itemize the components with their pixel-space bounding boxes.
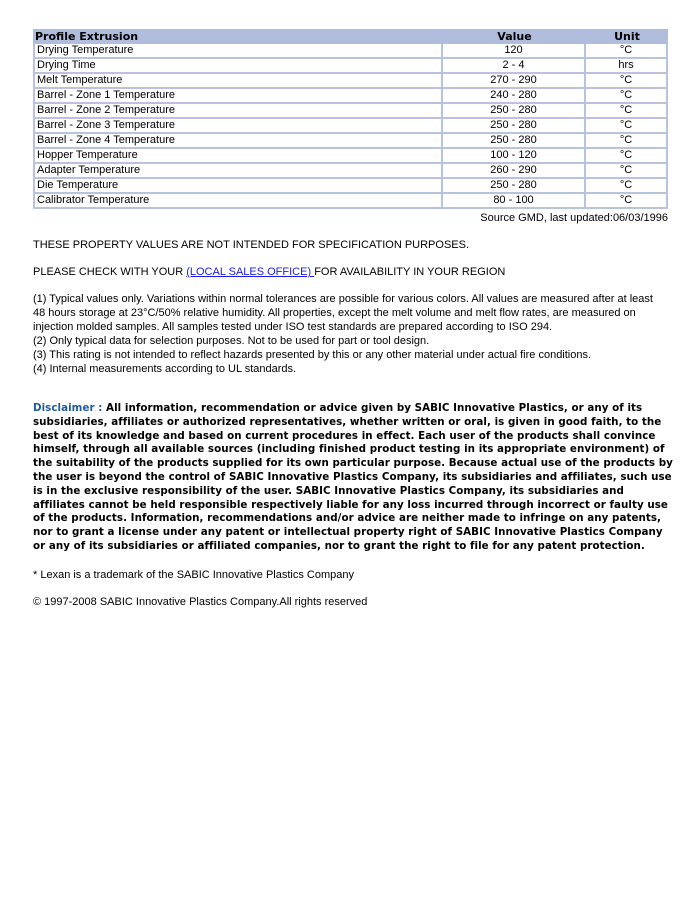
row-unit: °C bbox=[586, 194, 668, 209]
row-unit: °C bbox=[586, 179, 668, 194]
row-value: 250 - 280 bbox=[443, 179, 586, 194]
row-property: Drying Temperature bbox=[33, 44, 443, 59]
footnote-1: (1) Typical values only. Variations within normal tolerances are possible for various colors. All values are measured after at least 48 hours storage at 23°C/50% relative humidity. All properties, except the melt volume and melt flow rates, are measured on injection molded samples. All samples tested under ISO test standards are prepared according to ISO 294. bbox=[33, 293, 653, 333]
copyright-notice: © 1997-2008 SABIC Innovative Plastics Company.All rights reserved bbox=[33, 595, 368, 608]
row-property: Barrel - Zone 1 Temperature bbox=[33, 89, 443, 104]
trademark-notice: * Lexan is a trademark of the SABIC Innovative Plastics Company bbox=[33, 568, 354, 581]
disclaimer bbox=[33, 402, 673, 554]
table-header-row bbox=[33, 29, 668, 44]
row-value: 250 - 280 bbox=[443, 104, 586, 119]
row-property: Melt Temperature bbox=[33, 74, 443, 89]
disclaimer-label: Disclaimer : bbox=[33, 402, 107, 414]
row-value: 250 - 280 bbox=[443, 134, 586, 149]
table-row bbox=[33, 89, 668, 104]
table-row bbox=[33, 104, 668, 119]
footnote-3: (3) This rating is not intended to reflect hazards presented by this or any other material under actual fire conditions. bbox=[33, 349, 592, 361]
row-property: Die Temperature bbox=[33, 179, 443, 194]
row-unit: °C bbox=[586, 149, 668, 164]
row-value: 250 - 280 bbox=[443, 119, 586, 134]
row-property: Barrel - Zone 2 Temperature bbox=[33, 104, 443, 119]
row-unit: °C bbox=[586, 134, 668, 149]
row-unit: °C bbox=[586, 89, 668, 104]
row-value: 270 - 290 bbox=[443, 74, 586, 89]
document-page bbox=[33, 29, 673, 609]
profile-extrusion-table bbox=[33, 29, 668, 209]
availability-prefix: PLEASE CHECK WITH YOUR bbox=[33, 266, 187, 278]
table-row bbox=[33, 179, 668, 194]
source-last-updated: Source GMD, last updated:06/03/1996 bbox=[480, 212, 668, 224]
table-row bbox=[33, 119, 668, 134]
specification-notice: THESE PROPERTY VALUES ARE NOT INTENDED FOR SPECIFICATION PURPOSES. bbox=[33, 239, 470, 251]
row-value: 80 - 100 bbox=[443, 194, 586, 209]
footnote-2: (2) Only typical data for selection purposes. Not to be used for part or tool design. bbox=[33, 335, 430, 347]
availability-notice bbox=[33, 265, 668, 279]
row-value: 240 - 280 bbox=[443, 89, 586, 104]
table-row bbox=[33, 74, 668, 89]
row-property: Adapter Temperature bbox=[33, 164, 443, 179]
table-row bbox=[33, 59, 668, 74]
header-property-name: Profile Extrusion bbox=[33, 29, 443, 44]
row-property: Barrel - Zone 4 Temperature bbox=[33, 134, 443, 149]
row-unit: °C bbox=[586, 104, 668, 119]
row-property: Barrel - Zone 3 Temperature bbox=[33, 119, 443, 134]
row-property: Calibrator Temperature bbox=[33, 194, 443, 209]
table-row bbox=[33, 44, 668, 59]
row-property: Hopper Temperature bbox=[33, 149, 443, 164]
row-value: 2 - 4 bbox=[443, 59, 586, 74]
row-unit: °C bbox=[586, 119, 668, 134]
row-value: 100 - 120 bbox=[443, 149, 586, 164]
table-row bbox=[33, 164, 668, 179]
header-unit: Unit bbox=[586, 29, 668, 44]
disclaimer-text: All information, recommendation or advice given by SABIC Innovative Plastics, or any of its subsidiaries, affiliates or authorized representatives, whether written or oral, is given in good faith, to the best of its knowledge and based on current procedures in effect. Each user of the products shall convince himself, through all available sources (including finished product testing in its appropriate environment) of the suitability of the products supplied for its own particular purpose. Because actual use of the products by the user is beyond the control of SABIC Innovative Plastics Company, its subsidiaries and affiliates, such use is in the exclusive responsibility of the user. SABIC Innovative Plastics Company, its subsidiaries and affiliates cannot be held responsible respectively liable for any loss incurred through incorrect or faulty use of the products. Information, recommendations and/or advice are neither made to infringe on any patents, nor to grant a license under any patent or intellectual property right of SABIC Innovative Plastics Company or any of its subsidiaries or affiliated companies, nor to grant the right to file for any patent protection. bbox=[33, 402, 673, 552]
table-row bbox=[33, 194, 668, 209]
footnotes bbox=[33, 292, 668, 376]
row-property: Drying Time bbox=[33, 59, 443, 74]
row-unit: °C bbox=[586, 44, 668, 59]
row-unit: °C bbox=[586, 74, 668, 89]
row-unit: hrs bbox=[586, 59, 668, 74]
header-value: Value bbox=[443, 29, 586, 44]
row-value: 120 bbox=[443, 44, 586, 59]
table-row bbox=[33, 134, 668, 149]
footnote-4: (4) Internal measurements according to UL standards. bbox=[33, 363, 297, 375]
availability-suffix: FOR AVAILABILITY IN YOUR REGION bbox=[314, 266, 506, 278]
local-sales-office-link[interactable]: (LOCAL SALES OFFICE) bbox=[186, 266, 315, 278]
row-value: 260 - 290 bbox=[443, 164, 586, 179]
row-unit: °C bbox=[586, 164, 668, 179]
table-row bbox=[33, 149, 668, 164]
